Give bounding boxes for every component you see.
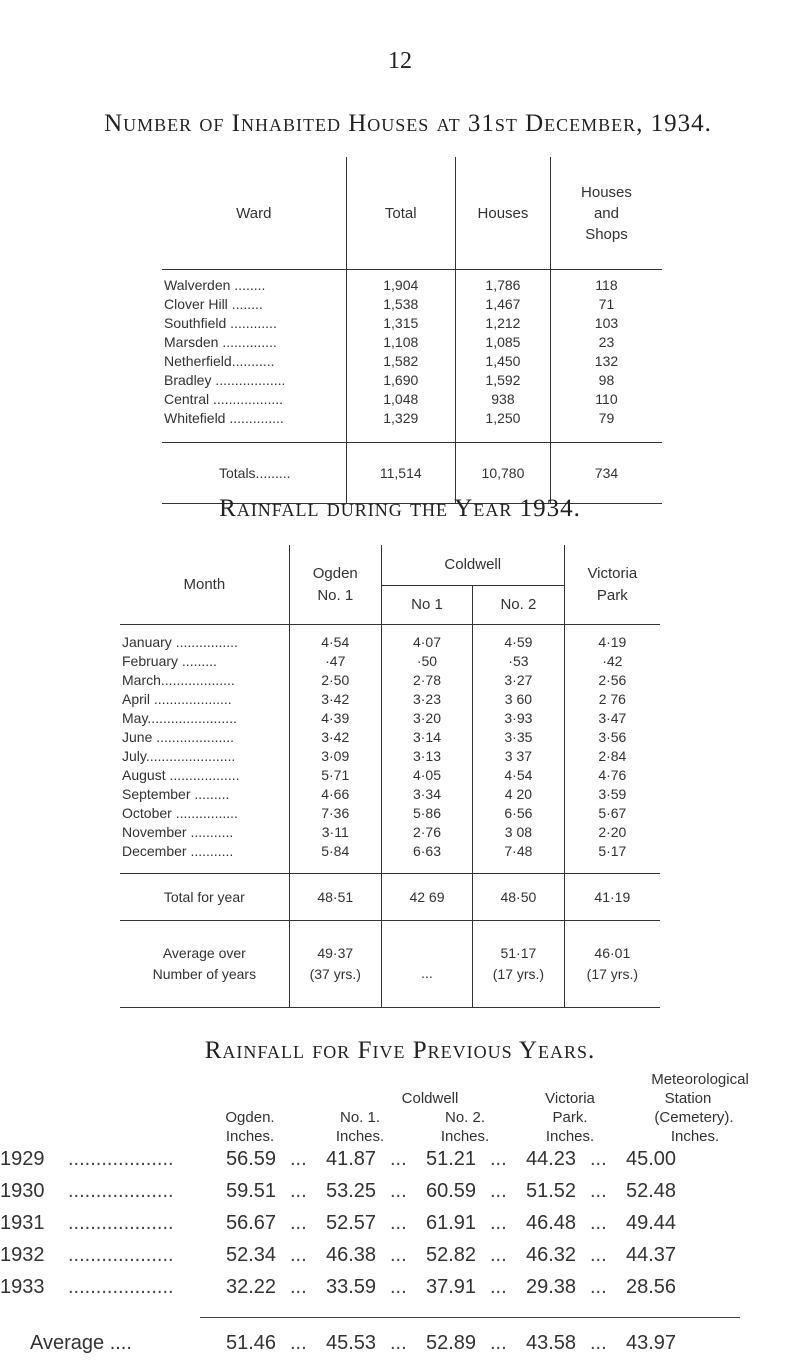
- leader: ...: [490, 1180, 507, 1202]
- header-victoria-park-label: Victoria Park: [587, 564, 638, 604]
- ward-houses: 1,250: [455, 409, 550, 443]
- header-houses-and-shops-label: Houses and Shops: [581, 183, 632, 243]
- ward-name: Central ..................: [164, 391, 284, 407]
- header-victoria-park: [564, 545, 660, 625]
- ward-shops: 79: [550, 409, 662, 443]
- ogden-value: 4·54: [289, 625, 381, 653]
- table-row: [120, 728, 660, 747]
- victoria-value: 3·47: [564, 709, 660, 728]
- average-coldwell2-years: (17 yrs.): [492, 966, 545, 982]
- year-leader: ...................: [68, 1276, 174, 1298]
- ogden-value: 3·09: [289, 747, 381, 766]
- ward-total: 1,048: [346, 390, 455, 409]
- table-row: [120, 804, 660, 823]
- average-label-line1: Average over: [162, 945, 246, 961]
- average-ogden: [289, 921, 381, 1008]
- average-met: 43.97: [626, 1332, 677, 1354]
- table-row: [120, 747, 660, 766]
- coldwell1-value: 6·63: [381, 842, 472, 874]
- leader: ...: [290, 1180, 307, 1202]
- leader: ...: [590, 1212, 607, 1234]
- leader: ...: [590, 1180, 607, 1202]
- ogden-value: 52.34: [226, 1244, 277, 1266]
- table-row: [162, 333, 662, 352]
- rainfall-1934-table: [120, 545, 660, 1008]
- header-ogden-label: Ogden No. 1: [312, 564, 358, 604]
- table-row: [120, 671, 660, 690]
- average-coldwell1: 45.53: [326, 1332, 377, 1354]
- leader: ...: [390, 1148, 407, 1170]
- met-value: 52.48: [626, 1180, 677, 1202]
- victoria-value: 2·84: [564, 747, 660, 766]
- divider: [200, 1317, 740, 1318]
- coldwell2-value: 3 37: [473, 747, 565, 766]
- month-name: December ...........: [122, 843, 234, 859]
- header-coldwell: Coldwell: [401, 1090, 459, 1107]
- coldwell2-value: 61.91: [426, 1212, 477, 1234]
- average-ogden-value: 49·37: [317, 945, 354, 961]
- header-houses: Houses: [455, 157, 550, 270]
- table-row: [162, 314, 662, 333]
- coldwell1-value: 4·07: [381, 625, 472, 653]
- met-value: 28.56: [626, 1276, 677, 1298]
- header-meteorological: Meteorological: [651, 1071, 749, 1088]
- leader: ...: [290, 1276, 307, 1298]
- month-name: July.......................: [122, 748, 236, 764]
- year-label: 1933: [0, 1276, 45, 1298]
- ward-shops: 132: [550, 352, 662, 371]
- coldwell2-value: 3·93: [473, 709, 565, 728]
- total-for-year-row: [120, 874, 660, 921]
- coldwell2-value: 3 08: [473, 823, 565, 842]
- ogden-value: 3·42: [289, 728, 381, 747]
- average-coldwell2-value: 51·17: [500, 945, 537, 961]
- victoria-value: 2·56: [564, 671, 660, 690]
- coldwell2-value: 3 60: [473, 690, 565, 709]
- year-row: [0, 1212, 700, 1242]
- ogden-value: 5·71: [289, 766, 381, 785]
- header-houses-and-shops: [550, 157, 662, 270]
- victoria-value: 3·56: [564, 728, 660, 747]
- coldwell2-value: 51.21: [426, 1148, 477, 1170]
- coldwell1-value: 33.59: [326, 1276, 377, 1298]
- header-ward: Ward: [162, 157, 346, 270]
- total-coldwell2: 48·50: [473, 874, 565, 921]
- totals-houses: 10,780: [455, 443, 550, 504]
- average-victoria-value: 46·01: [594, 945, 631, 961]
- table-row: [162, 371, 662, 390]
- header-ogden: Ogden.: [225, 1109, 275, 1126]
- month-name: March...................: [122, 672, 235, 688]
- total-label: Total for year: [120, 874, 289, 921]
- header-no1-inches: Inches.: [335, 1128, 385, 1145]
- year-leader: ...................: [68, 1244, 174, 1266]
- average-coldwell2: [473, 921, 565, 1008]
- ward-total: 1,315: [346, 314, 455, 333]
- coldwell1-value: 3·13: [381, 747, 472, 766]
- table-row: [162, 295, 662, 314]
- header-victoria: Victoria: [545, 1090, 595, 1107]
- rainfall-1934-title: Rainfall during the Year 1934.: [219, 495, 581, 522]
- ogden-value: 59.51: [226, 1180, 277, 1202]
- ward-shops: 71: [550, 295, 662, 314]
- average-label: Average ....: [30, 1332, 132, 1354]
- totals-shops: 734: [550, 443, 662, 504]
- ward-houses: 1,786: [455, 270, 550, 296]
- month-name: February .........: [122, 653, 217, 669]
- table-row: [120, 625, 660, 653]
- month-name: May.......................: [122, 710, 237, 726]
- month-name: April ....................: [122, 691, 232, 707]
- header-total: Total: [346, 157, 455, 270]
- victoria-value: 51.52: [526, 1180, 577, 1202]
- leader: ...: [590, 1332, 607, 1354]
- header-park: Park.: [552, 1109, 588, 1126]
- ogden-value: 4·39: [289, 709, 381, 728]
- ward-shops: 118: [550, 270, 662, 296]
- victoria-value: 46.32: [526, 1244, 577, 1266]
- month-name: January ................: [122, 634, 238, 650]
- ward-name: Marsden ..............: [164, 334, 277, 350]
- month-name: September .........: [122, 786, 230, 802]
- coldwell1-value: ·50: [381, 652, 472, 671]
- average-victoria-years: (17 yrs.): [586, 966, 638, 982]
- coldwell1-value: 46.38: [326, 1244, 377, 1266]
- leader: ...: [390, 1244, 407, 1266]
- leader: ...: [490, 1212, 507, 1234]
- leader: ...: [290, 1212, 307, 1234]
- coldwell1-value: 3·34: [381, 785, 472, 804]
- coldwell2-value: 4·59: [473, 625, 565, 653]
- coldwell2-value: 37.91: [426, 1276, 477, 1298]
- coldwell2-value: 3·35: [473, 728, 565, 747]
- table-row: [162, 409, 662, 443]
- ward-total: 1,904: [346, 270, 455, 296]
- table-row: [162, 390, 662, 409]
- leader: ...: [590, 1276, 607, 1298]
- ward-total: 1,582: [346, 352, 455, 371]
- year-row: [0, 1276, 700, 1306]
- coldwell2-value: 3·27: [473, 671, 565, 690]
- leader: ...: [490, 1244, 507, 1266]
- ward-name: Clover Hill ........: [164, 296, 263, 312]
- ogden-value: 7·36: [289, 804, 381, 823]
- ward-houses: 1,212: [455, 314, 550, 333]
- ogden-value: 56.67: [226, 1212, 277, 1234]
- table-row: [120, 785, 660, 804]
- table-row: [162, 352, 662, 371]
- year-leader: ...................: [68, 1148, 174, 1170]
- header-no2: No. 2.: [444, 1109, 486, 1126]
- year-label: 1931: [0, 1212, 45, 1234]
- header-ogden: [289, 545, 381, 625]
- average-label: [120, 921, 289, 1008]
- leader: ...: [590, 1148, 607, 1170]
- ogden-value: 56.59: [226, 1148, 277, 1170]
- coldwell1-value: 53.25: [326, 1180, 377, 1202]
- ward-total: 1,329: [346, 409, 455, 443]
- header-park-inches: Inches.: [545, 1128, 595, 1145]
- leader: ...: [590, 1244, 607, 1266]
- leader: ...: [390, 1212, 407, 1234]
- table-row: [120, 690, 660, 709]
- coldwell2-value: 7·48: [473, 842, 565, 874]
- ward-houses: 938: [455, 390, 550, 409]
- met-value: 45.00: [626, 1148, 677, 1170]
- year-label: 1932: [0, 1244, 45, 1266]
- ogden-value: 5·84: [289, 842, 381, 874]
- total-coldwell1: 42 69: [381, 874, 472, 921]
- ward-name: Southfield ............: [164, 315, 277, 331]
- coldwell2-value: 60.59: [426, 1180, 477, 1202]
- victoria-value: ·42: [564, 652, 660, 671]
- victoria-value: 4·19: [564, 625, 660, 653]
- leader: ...: [390, 1180, 407, 1202]
- ogden-value: 3·42: [289, 690, 381, 709]
- year-label: 1930: [0, 1180, 45, 1202]
- header-month: Month: [120, 545, 289, 625]
- coldwell2-value: ·53: [473, 652, 565, 671]
- ward-name: Whitefield ..............: [164, 410, 284, 426]
- leader: ...: [290, 1332, 307, 1354]
- victoria-value: 4·76: [564, 766, 660, 785]
- header-coldwell-no1: No 1: [381, 586, 472, 625]
- coldwell1-value: 2·78: [381, 671, 472, 690]
- leader: ...: [290, 1148, 307, 1170]
- ward-houses: 1,450: [455, 352, 550, 371]
- victoria-value: 29.38: [526, 1276, 577, 1298]
- year-label: 1929: [0, 1148, 45, 1170]
- header-coldwell: Coldwell: [381, 545, 564, 586]
- average-coldwell1: ...: [381, 921, 472, 1008]
- victoria-value: 46.48: [526, 1212, 577, 1234]
- ward-total: 1,690: [346, 371, 455, 390]
- leader: ...: [390, 1276, 407, 1298]
- table-row: [120, 709, 660, 728]
- average-victoria: 43.58: [526, 1332, 577, 1354]
- ward-shops: 110: [550, 390, 662, 409]
- month-name: October ................: [122, 805, 238, 821]
- victoria-value: 2·20: [564, 823, 660, 842]
- coldwell2-value: 4·54: [473, 766, 565, 785]
- coldwell1-value: 52.57: [326, 1212, 377, 1234]
- ogden-value: 3·11: [289, 823, 381, 842]
- coldwell1-value: 3·14: [381, 728, 472, 747]
- page-number: 12: [388, 48, 412, 74]
- coldwell2-value: 6·56: [473, 804, 565, 823]
- total-ogden: 48·51: [289, 874, 381, 921]
- average-victoria: [564, 921, 660, 1008]
- header-coldwell-no2: No. 2: [473, 586, 565, 625]
- met-value: 44.37: [626, 1244, 677, 1266]
- ward-total: 1,108: [346, 333, 455, 352]
- coldwell1-value: 41.87: [326, 1148, 377, 1170]
- victoria-value: 5·17: [564, 842, 660, 874]
- year-row: [0, 1244, 700, 1274]
- average-ogden-years: (37 yrs.): [309, 966, 361, 982]
- ward-houses: 1,592: [455, 371, 550, 390]
- year-row: [0, 1180, 700, 1210]
- coldwell2-value: 4 20: [473, 785, 565, 804]
- ward-total: 1,538: [346, 295, 455, 314]
- coldwell1-value: 5·86: [381, 804, 472, 823]
- table-row: [120, 766, 660, 785]
- met-value: 49.44: [626, 1212, 677, 1234]
- ward-houses: 1,467: [455, 295, 550, 314]
- ward-houses: 1,085: [455, 333, 550, 352]
- coldwell1-value: 3·20: [381, 709, 472, 728]
- rainfall-header-row: [120, 545, 660, 586]
- month-name: November ...........: [122, 824, 234, 840]
- leader: ...: [290, 1244, 307, 1266]
- ward-name: Walverden ........: [164, 277, 266, 293]
- ward-shops: 98: [550, 371, 662, 390]
- table-row: [120, 842, 660, 874]
- ward-shops: 103: [550, 314, 662, 333]
- total-victoria: 41·19: [564, 874, 660, 921]
- average-row: [120, 921, 660, 1008]
- ogden-value: 4·66: [289, 785, 381, 804]
- year-row: [0, 1148, 700, 1178]
- header-met-inches: Inches.: [670, 1128, 720, 1145]
- coldwell1-value: 2·76: [381, 823, 472, 842]
- ward-name: Bradley ..................: [164, 372, 286, 388]
- year-leader: ...................: [68, 1212, 174, 1234]
- average-ogden: 51.46: [226, 1332, 277, 1354]
- header-station: Station: [664, 1090, 712, 1107]
- coldwell2-value: 52.82: [426, 1244, 477, 1266]
- totals-label: Totals.........: [162, 443, 346, 504]
- coldwell1-value: 3·23: [381, 690, 472, 709]
- year-leader: ...................: [68, 1180, 174, 1202]
- ogden-value: ·47: [289, 652, 381, 671]
- average-row: [0, 1332, 700, 1362]
- average-label-line2: Number of years: [152, 966, 257, 982]
- header-ogden-inches: Inches.: [225, 1128, 275, 1145]
- month-name: June ....................: [122, 729, 235, 745]
- leader: ...: [490, 1148, 507, 1170]
- table-row: [162, 270, 662, 296]
- month-name: August ..................: [122, 767, 240, 783]
- ward-name: Netherfield...........: [164, 353, 275, 369]
- victoria-value: 2 76: [564, 690, 660, 709]
- victoria-value: 5·67: [564, 804, 660, 823]
- rainfall-five-years-title: Rainfall for Five Previous Years.: [204, 1037, 596, 1064]
- ogden-value: 2·50: [289, 671, 381, 690]
- ogden-value: 32.22: [226, 1276, 277, 1298]
- houses-table-title: Number of Inhabited Houses at 31st December, 1934.: [104, 110, 712, 137]
- leader: ...: [490, 1276, 507, 1298]
- leader: ...: [490, 1332, 507, 1354]
- table-row: [120, 823, 660, 842]
- houses-table: [162, 157, 662, 504]
- totals-total: 11,514: [346, 443, 455, 504]
- victoria-value: 44.23: [526, 1148, 577, 1170]
- victoria-value: 3·59: [564, 785, 660, 804]
- ward-shops: 23: [550, 333, 662, 352]
- coldwell1-value: 4·05: [381, 766, 472, 785]
- header-cemetery: (Cemetery).: [654, 1109, 734, 1126]
- leader: ...: [390, 1332, 407, 1354]
- header-no1: No. 1.: [339, 1109, 381, 1126]
- table-row: [120, 652, 660, 671]
- average-coldwell2: 52.89: [426, 1332, 477, 1354]
- houses-table-header: [162, 157, 662, 270]
- header-no2-inches: Inches.: [440, 1128, 490, 1145]
